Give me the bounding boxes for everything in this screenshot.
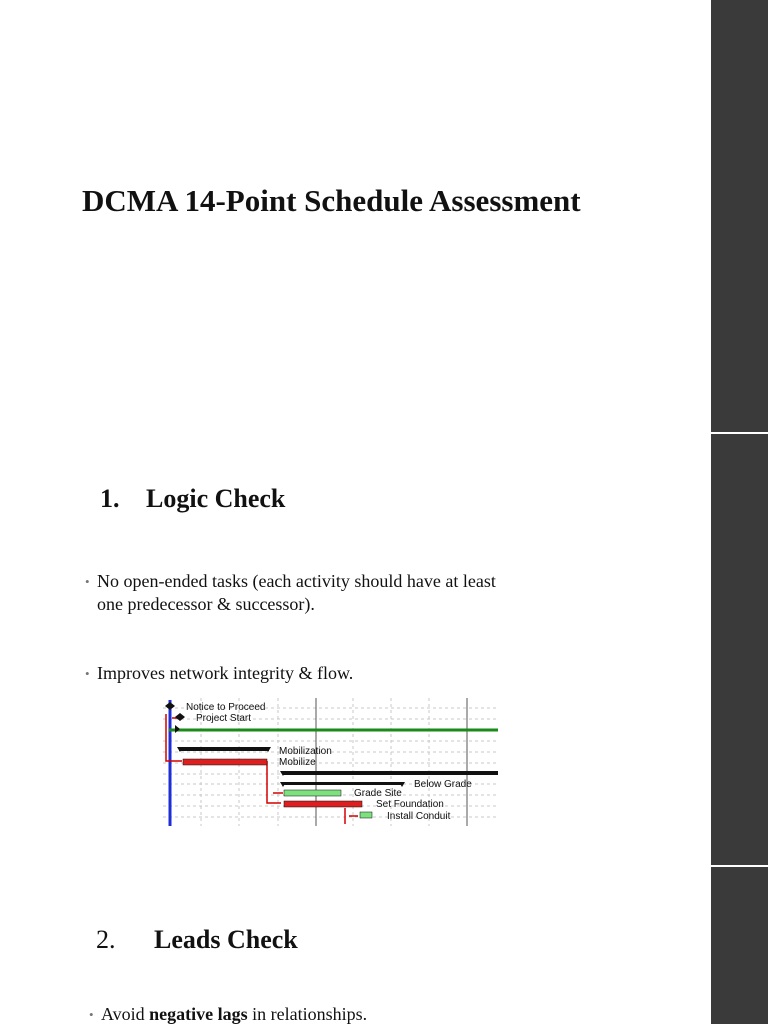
bullet-dot: • [85,574,90,589]
sidebar-divider [711,432,768,434]
gantt-task-label: Set Foundation [376,799,444,810]
section-number: 2. [96,925,116,954]
bullet-open-ended-tasks [85,570,496,616]
bullet-network-integrity [85,662,354,685]
gantt-task-label: Mobilization [279,746,332,757]
gantt-task-label: Grade Site [354,788,402,799]
section-heading-logic-check [100,484,285,514]
bullet-dot: • [89,1007,94,1022]
sidebar-divider [711,865,768,867]
bullet-line: one predecessor & successor). [97,594,315,614]
page-title: DCMA 14-Point Schedule Assessment [82,183,581,218]
gantt-task-label: Notice to Proceed [186,702,266,713]
gantt-task-label: Install Conduit [387,811,451,822]
gantt-task-label: Project Start [196,713,252,724]
bullet-line: Improves network integrity & flow. [97,663,354,683]
section-title: Leads Check [154,925,298,954]
gantt-chart-image [163,698,498,826]
bullet-dot: • [85,666,90,681]
section-title: Logic Check [146,484,286,513]
section-heading-leads-check [96,925,298,955]
bullet-text-suffix: in relationships. [247,1004,368,1024]
gantt-task-label: Below Grade [414,779,472,790]
section-number: 1. [100,484,120,513]
bullet-line: No open-ended tasks (each activity should have at least [97,571,496,591]
bullet-text-emphasis: negative lags [149,1004,248,1024]
bullet-text-prefix: Avoid [101,1004,150,1024]
right-sidebar [711,0,768,1024]
bullet-negative-lags [89,1003,368,1026]
gantt-task-label: Mobilize [279,757,316,768]
